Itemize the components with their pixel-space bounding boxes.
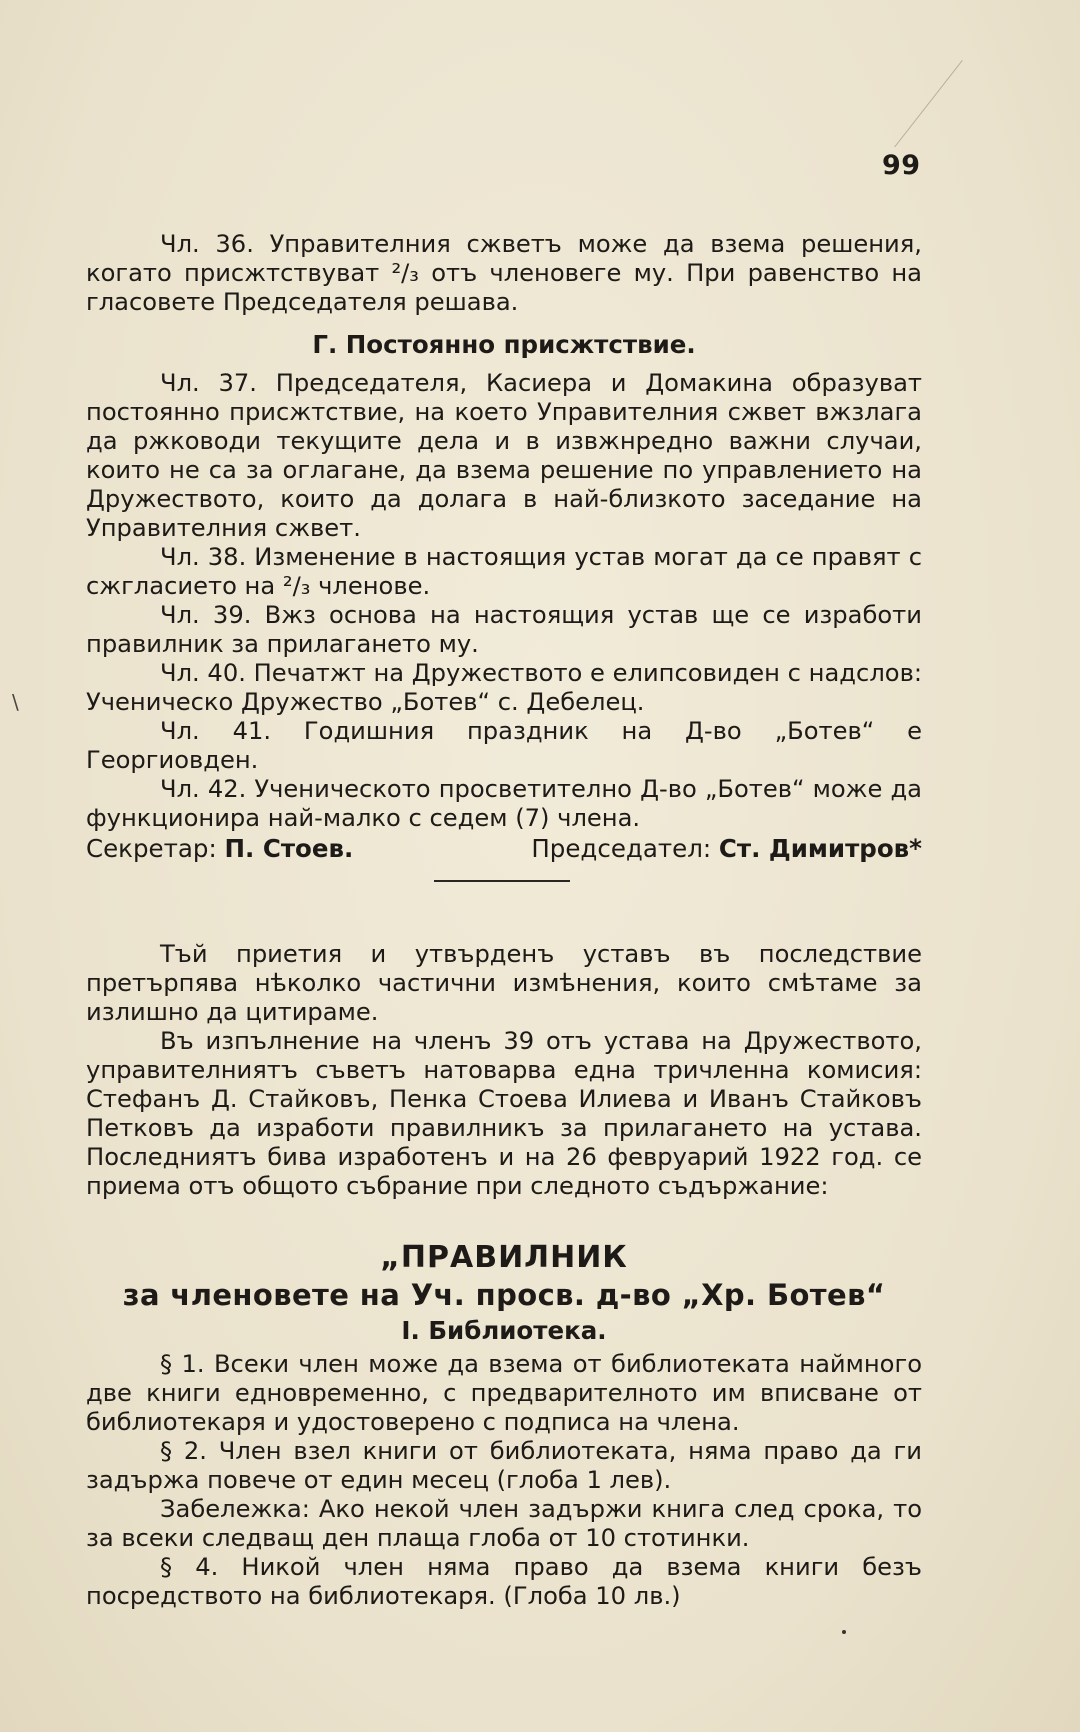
paragraph: Чл. 36. Управителния сжветъ може да взема решения, когато присжтствуват ²/₃ отъ членовеге му. При равенство на гласовете Председателя решава. [86,230,922,316]
rules-title: „ПРАВИЛНИК [380,1240,628,1275]
paragraph: Чл. 37. Председателя, Касиера и Домакина образуват постоянно присжтствие, на което Управителния сжвет вжзлага да ржководи текущите дела и в извжнредно важни случаи, които не са за оглагане, да взема решение по управлението на Дружеството, които да долага в най-близкото заседание на Управителния сжвет. [86,369,922,542]
page-fold-line [894,60,963,147]
secretary-label: Секретар: [86,834,217,863]
rules-subtitle: за членовете на Уч. просв. д-во „Хр. Ботев“ [122,1278,886,1312]
paragraph: Чл. 41. Годишния праздник на Д-во „Ботев“ е Георгиовден. [86,717,922,774]
ink-speck [842,1630,846,1634]
articles-37-42-block [86,369,922,833]
paragraph: Чл. 42. Ученическото просветително Д-во „Ботев“ може да функционира най-малко с седем (7) члена. [86,775,922,832]
chairman-signature [531,834,922,863]
paragraph: § 1. Всеки член може да взема от библиотеката наймного две книги едновременно, с предварителното им вписване от библиотекаря и удостоверено с подписа на члена. [86,1350,922,1436]
page-number: 99 [882,150,921,181]
section-heading-library: I. Библиотека. [401,1316,607,1345]
paragraph: Чл. 40. Печатжт на Дружеството е елипсовиден с надслов: Ученическо Дружество „Ботев“ с. Дебелец. [86,659,922,716]
paragraph: Чл. 38. Изменение в настоящия устав могат да се правят с сжгласието на ²/₃ членове. [86,543,922,600]
paragraph: Чл. 39. Вжз основа на настоящия устав ще се изработи правилник за прилагането му. [86,601,922,658]
article-36-block [86,230,922,317]
chairman-label: Председател: [531,834,712,863]
paragraph: § 2. Член взел книги от библиотеката, няма право да ги задържа повече от един месец (глоба 1 лев). [86,1437,922,1494]
paragraph: Тъй приетия и утвърденъ уставъ въ последствие претърпява нѣколко частични измѣнения, които смѣтаме за излишно да цитираме. [86,940,922,1026]
paragraph: Въ изпълнение на членъ 39 отъ устава на Дружеството, управителниятъ съветъ натоварва една тричленна комисия: Стефанъ Д. Стайковъ, Пенка Стоева Илиева и Иванъ Стайковъ Петковъ да изработи правилникъ за прилагането на устава. Последниятъ бива изработенъ и на 26 февруарий 1922 год. се приема отъ общото събрание при следното съдържание: [86,1027,922,1200]
margin-mark: \ [12,690,19,714]
chairman-name: Ст. Димитров* [718,834,922,863]
secretary-signature [86,834,353,863]
paragraph: § 4. Никой член няма право да взема книги безъ посредството на библиотекаря. (Глоба 10 лв.) [86,1553,922,1610]
section-heading-g: Г. Постоянно присжтствие. [312,330,696,359]
secretary-name: П. Стоев. [224,834,354,863]
section-divider [434,880,570,882]
paragraph: Забележка: Ако некой член задържи книга след срока, то за всеки следващ ден плаща глоба от 10 стотинки. [86,1495,922,1552]
narrative-block [86,940,922,1201]
library-rules-block [86,1350,922,1611]
